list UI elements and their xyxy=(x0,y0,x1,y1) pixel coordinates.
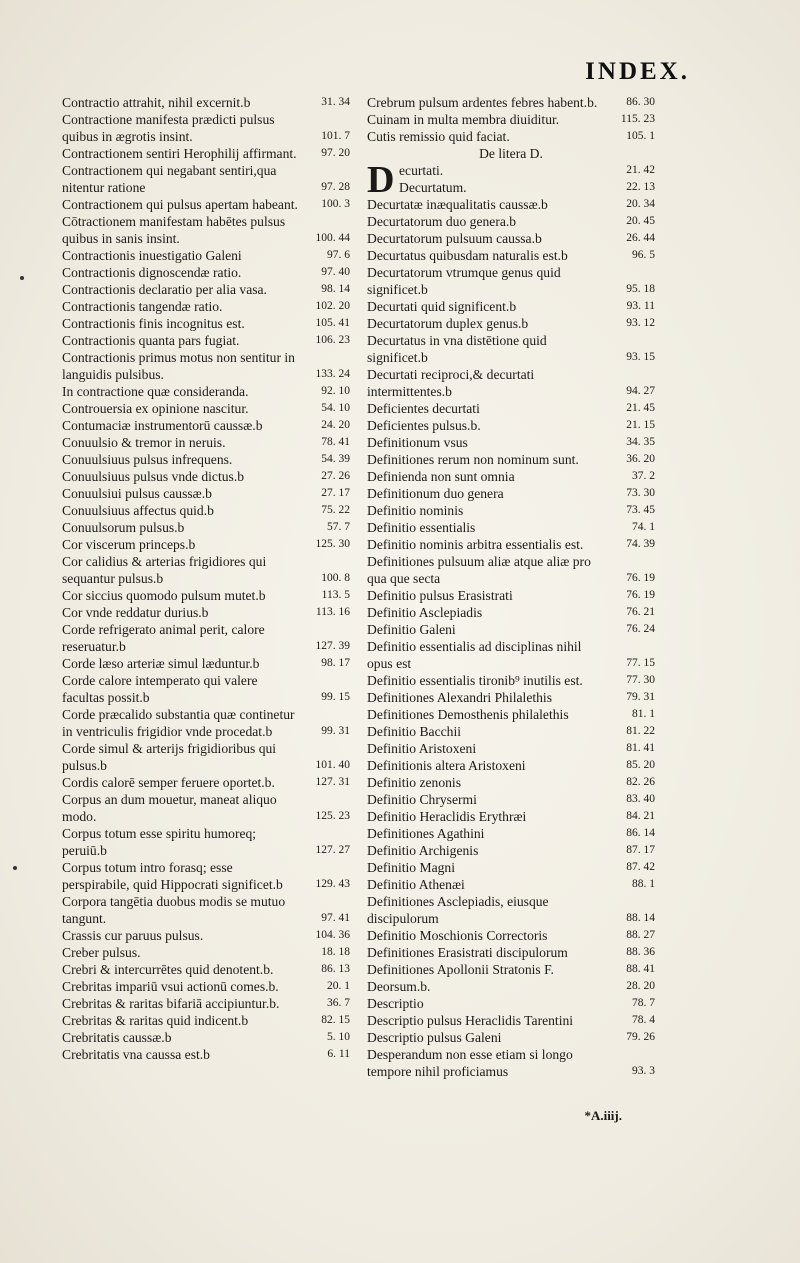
index-entry-text: Definitiones Erasistrati discipulorum xyxy=(367,945,568,960)
index-entry xyxy=(62,1046,350,1063)
drop-capital: D xyxy=(367,159,395,201)
index-entry-reference: 76. 21 xyxy=(626,606,655,618)
index-entry xyxy=(62,825,350,859)
index-entry-reference: 31. 34 xyxy=(321,96,350,108)
index-entry xyxy=(62,332,350,349)
index-entry-text: Crebritas & raritas quid indicent.b xyxy=(62,1013,249,1028)
index-entry xyxy=(62,791,350,825)
index-entry-reference: 93. 3 xyxy=(632,1065,655,1077)
index-entry xyxy=(62,1012,350,1029)
index-entry-reference: 97. 6 xyxy=(327,249,350,261)
index-entry-reference: 74. 1 xyxy=(632,521,655,533)
index-entry-reference: 79. 26 xyxy=(626,1031,655,1043)
index-entry xyxy=(367,519,655,536)
index-entry-reference: 102. 20 xyxy=(315,300,350,312)
index-entry xyxy=(367,944,655,961)
index-entry-text: Descriptio xyxy=(367,996,424,1011)
index-entry xyxy=(367,247,655,264)
index-entry-reference: 100. 8 xyxy=(321,572,350,584)
index-entry-text: Definitio nominis arbitra essentialis est. xyxy=(367,537,584,552)
index-entry-text: Decurtatus in vna distētione quid significet.b xyxy=(367,333,547,365)
index-entry-text: Definitio Chrysermi xyxy=(367,792,477,807)
index-entry-text: Definitio essentialis ad disciplinas nihil opus est xyxy=(367,639,582,671)
index-entry-reference: 98. 14 xyxy=(321,283,350,295)
index-entry-text: Definitio Heraclidis Erythræi xyxy=(367,809,527,824)
index-entry-reference: 97. 41 xyxy=(321,912,350,924)
index-entry-text: Decurtatum. xyxy=(399,180,467,195)
index-entry-reference: 5. 10 xyxy=(327,1031,350,1043)
index-entry-reference: 36. 20 xyxy=(626,453,655,465)
index-entry xyxy=(367,196,655,213)
index-entry-text: Corde læso arteriæ simul læduntur.b xyxy=(62,656,260,671)
margin-speck xyxy=(20,276,24,280)
index-entry-text: Definitiones pulsuum aliæ atque aliæ pro qua que secta xyxy=(367,554,591,586)
index-entry xyxy=(367,706,655,723)
index-entry-reference: 95. 18 xyxy=(626,283,655,295)
index-entry-reference: 133. 24 xyxy=(315,368,350,380)
index-entry-reference: 82. 15 xyxy=(321,1014,350,1026)
index-entry-text: Conuulsiui pulsus caussæ.b xyxy=(62,486,212,501)
index-entry-reference: 27. 26 xyxy=(321,470,350,482)
index-entry xyxy=(367,587,655,604)
index-entry xyxy=(367,842,655,859)
index-entry-reference: 76. 24 xyxy=(626,623,655,635)
index-entry-text: Conuulsorum pulsus.b xyxy=(62,520,185,535)
index-entry xyxy=(62,672,350,706)
index-entry xyxy=(62,706,350,740)
index-entry xyxy=(62,213,350,247)
index-entry xyxy=(367,825,655,842)
index-entry xyxy=(62,536,350,553)
index-entry-text: Definitionum duo genera xyxy=(367,486,504,501)
index-entry-text: Crebritatis vna caussa est.b xyxy=(62,1047,210,1062)
index-entry xyxy=(367,400,655,417)
index-entry-text: Contractionis dignoscendæ ratio. xyxy=(62,265,242,280)
section-heading-d: De litera D. xyxy=(479,146,543,161)
index-entry-text: Definitiones rerum non nominum sunt. xyxy=(367,452,579,467)
index-entry-reference: 127. 31 xyxy=(315,776,350,788)
index-entry xyxy=(367,434,655,451)
index-entry xyxy=(367,417,655,434)
index-entry xyxy=(62,162,350,196)
index-entry xyxy=(367,757,655,774)
index-entry-reference: 78. 4 xyxy=(632,1014,655,1026)
index-entry-text: Definitio zenonis xyxy=(367,775,462,790)
index-entry-reference: 96. 5 xyxy=(632,249,655,261)
index-entry xyxy=(62,604,350,621)
index-entry xyxy=(367,638,655,672)
index-entry-reference: 81. 22 xyxy=(626,725,655,737)
index-group-d xyxy=(367,196,655,1080)
index-entry-reference: 21. 42 xyxy=(626,164,655,176)
index-entry xyxy=(62,774,350,791)
index-entry xyxy=(367,1012,655,1029)
index-entry xyxy=(367,774,655,791)
index-entry xyxy=(62,1029,350,1046)
index-entry-text: Decurtatæ inæqualitatis caussæ.b xyxy=(367,197,548,212)
index-entry-text: Crassis cur paruus pulsus. xyxy=(62,928,204,943)
index-entry-reference: 93. 15 xyxy=(626,351,655,363)
index-entry-text: Definitiones Asclepiadis, eiusque discipulorum xyxy=(367,894,549,926)
index-entry-reference: 87. 42 xyxy=(626,861,655,873)
index-entry-text: Corde refrigerato animal perit, calore reseruatur.b xyxy=(62,622,265,654)
index-entry xyxy=(367,893,655,927)
index-entry-reference: 84. 21 xyxy=(626,810,655,822)
index-entry xyxy=(62,927,350,944)
index-entry xyxy=(367,298,655,315)
index-entry xyxy=(62,349,350,383)
index-entry-reference: 54. 39 xyxy=(321,453,350,465)
index-entry xyxy=(62,451,350,468)
index-entry-reference: 81. 1 xyxy=(632,708,655,720)
index-entry-text: Decurtati quid significent.b xyxy=(367,299,517,314)
index-entry-reference: 76. 19 xyxy=(626,589,655,601)
index-entry-reference: 105. 1 xyxy=(626,130,655,142)
index-entry-text: Definitio nominis xyxy=(367,503,464,518)
index-entry-text: Contractionis quanta pars fugiat. xyxy=(62,333,240,348)
index-entry xyxy=(367,128,655,145)
index-entry-text: Corpora tangētia duobus modis se mutuo tangunt. xyxy=(62,894,286,926)
index-entry-reference: 106. 23 xyxy=(315,334,350,346)
index-entry-reference: 88. 14 xyxy=(626,912,655,924)
index-entry xyxy=(367,859,655,876)
index-entry-text: Definitio Galeni xyxy=(367,622,456,637)
index-entry-reference: 37. 2 xyxy=(632,470,655,482)
index-entry-reference: 28. 20 xyxy=(626,980,655,992)
index-entry-reference: 24. 20 xyxy=(321,419,350,431)
index-entry-text: Definitionis altera Aristoxeni xyxy=(367,758,526,773)
index-entry-text: Conuulsiuus pulsus vnde dictus.b xyxy=(62,469,245,484)
index-entry-text: Definitio Magni xyxy=(367,860,455,875)
index-entry xyxy=(62,247,350,264)
index-entry xyxy=(367,179,655,196)
index-entry xyxy=(367,264,655,298)
index-entry-text: Conuulsiuus affectus quid.b xyxy=(62,503,214,518)
index-entry-reference: 100. 44 xyxy=(315,232,350,244)
index-entry-text: Cor viscerum princeps.b xyxy=(62,537,196,552)
index-entry-text: Decurtatorum duplex genus.b xyxy=(367,316,529,331)
index-column-right xyxy=(367,94,655,1080)
index-entry-text: Definitio Archigenis xyxy=(367,843,479,858)
index-entry-reference: 99. 15 xyxy=(321,691,350,703)
index-entry xyxy=(367,961,655,978)
index-entry xyxy=(62,859,350,893)
index-entry xyxy=(367,995,655,1012)
index-entry-text: Corde simul & arterijs frigidioribus qui pulsus.b xyxy=(62,741,277,773)
index-entry xyxy=(62,400,350,417)
section-d-opening xyxy=(367,159,655,201)
index-entry-text: Corde calore intemperato qui valere facultas possit.b xyxy=(62,673,258,705)
index-entry-text: Deficientes decurtati xyxy=(367,401,480,416)
index-entry-text: Descriptio pulsus Galeni xyxy=(367,1030,502,1045)
index-entry-text: Definitiones Apollonii Stratonis F. xyxy=(367,962,554,977)
index-entry xyxy=(367,536,655,553)
index-entry-text: Definienda non sunt omnia xyxy=(367,469,515,484)
index-entry-reference: 6. 11 xyxy=(327,1048,350,1060)
index-entry xyxy=(367,978,655,995)
index-entry-reference: 92. 10 xyxy=(321,385,350,397)
index-entry-reference: 76. 19 xyxy=(626,572,655,584)
index-entry-reference: 20. 1 xyxy=(327,980,350,992)
index-entry-reference: 79. 31 xyxy=(626,691,655,703)
index-entry-text: Cordis calorē semper feruere oportet.b. xyxy=(62,775,275,790)
index-entry-reference: 98. 17 xyxy=(321,657,350,669)
index-entry xyxy=(367,111,655,128)
index-entry-text: Contractionem qui pulsus apertam habeant. xyxy=(62,197,298,212)
index-entry-reference: 125. 23 xyxy=(315,810,350,822)
index-entry-text: Corpus totum esse spiritu humoreq; peruiū.b xyxy=(62,826,257,858)
index-entry-reference: 22. 13 xyxy=(626,181,655,193)
index-entry-reference: 21. 15 xyxy=(626,419,655,431)
index-entry xyxy=(62,111,350,145)
index-entry-text: Deficientes pulsus.b. xyxy=(367,418,481,433)
index-entry-reference: 115. 23 xyxy=(620,113,655,125)
index-entry xyxy=(367,689,655,706)
index-entry-text: Definitio pulsus Erasistrati xyxy=(367,588,513,603)
index-entry-text: Definitiones Demosthenis philalethis xyxy=(367,707,569,722)
index-entry-reference: 18. 18 xyxy=(321,946,350,958)
index-entry-reference: 74. 39 xyxy=(626,538,655,550)
index-entry-text: Contractionis inuestigatio Galeni xyxy=(62,248,242,263)
index-entry-text: Definitio Asclepiadis xyxy=(367,605,483,620)
index-entry xyxy=(367,213,655,230)
index-entry-reference: 129. 43 xyxy=(315,878,350,890)
index-entry xyxy=(62,519,350,536)
index-entry xyxy=(62,740,350,774)
index-entry xyxy=(62,145,350,162)
index-entry-reference: 78. 41 xyxy=(321,436,350,448)
index-entry-reference: 127. 27 xyxy=(315,844,350,856)
index-entry-reference: 77. 15 xyxy=(626,657,655,669)
index-entry-text: Definitionum vsus xyxy=(367,435,468,450)
index-entry-text: Corde præcalido substantia quæ continetur in ventriculis frigidior vnde procedat.b xyxy=(62,707,295,739)
index-entry-text: Definitio Moschionis Correctoris xyxy=(367,928,548,943)
page-heading: INDEX. xyxy=(585,58,690,85)
index-entry-reference: 93. 11 xyxy=(626,300,655,312)
index-entry xyxy=(62,655,350,672)
index-entry xyxy=(367,366,655,400)
index-entry-reference: 86. 30 xyxy=(626,96,655,108)
index-entry-text: Contractionis tangendæ ratio. xyxy=(62,299,223,314)
index-entry-reference: 82. 26 xyxy=(626,776,655,788)
index-entry-text: Crebritas & raritas bifariā accipiuntur.b. xyxy=(62,996,280,1011)
index-entry-text: Crebritas impariū vsui actionū comes.b. xyxy=(62,979,279,994)
index-entry-reference: 20. 34 xyxy=(626,198,655,210)
index-entry-reference: 97. 40 xyxy=(321,266,350,278)
index-entry-reference: 100. 3 xyxy=(321,198,350,210)
index-entry xyxy=(367,502,655,519)
index-entry-text: Cuinam in multa membra diuiditur. xyxy=(367,112,560,127)
index-entry-text: Decurtati reciproci,& decurtati intermittentes.b xyxy=(367,367,535,399)
index-entry xyxy=(367,553,655,587)
index-entry-text: Desperandum non esse etiam si longo tempore nihil proficiamus xyxy=(367,1047,573,1079)
index-entry-text: Definitiones Alexandri Philalethis xyxy=(367,690,552,705)
index-entry-reference: 87. 17 xyxy=(626,844,655,856)
index-entry xyxy=(62,621,350,655)
index-entry-reference: 86. 13 xyxy=(321,963,350,975)
index-entry xyxy=(62,468,350,485)
index-entry-text: Definitio Aristoxeni xyxy=(367,741,477,756)
index-entry-text: Contractionis declaratio per alia vasa. xyxy=(62,282,267,297)
index-entry-text: Crebrum pulsum ardentes febres habent.b. xyxy=(367,95,598,110)
index-entry-reference: 20. 45 xyxy=(626,215,655,227)
index-entry-text: Corpus an dum mouetur, maneat aliquo modo. xyxy=(62,792,277,824)
index-entry-reference: 97. 20 xyxy=(321,147,350,159)
index-entry-reference: 127. 39 xyxy=(315,640,350,652)
index-entry xyxy=(367,468,655,485)
index-entry-text: Contractionis primus motus non sentitur in languidis pulsibus. xyxy=(62,350,295,382)
index-entry-text: Cor vnde reddatur durius.b xyxy=(62,605,209,620)
index-entry-text: Deorsum.b. xyxy=(367,979,431,994)
index-entry xyxy=(62,298,350,315)
index-entry xyxy=(62,315,350,332)
index-entry-reference: 81. 41 xyxy=(626,742,655,754)
index-entry-text: Definitio essentialis xyxy=(367,520,476,535)
index-entry xyxy=(367,791,655,808)
index-entry-text: Definitio essentialis tironib⁹ inutilis est. xyxy=(367,673,583,688)
index-entry-reference: 93. 12 xyxy=(626,317,655,329)
index-entry xyxy=(367,230,655,247)
index-entry xyxy=(367,1029,655,1046)
index-entry-reference: 101. 40 xyxy=(315,759,350,771)
index-entry xyxy=(62,944,350,961)
index-entry-reference: 113. 5 xyxy=(321,589,350,601)
index-entry xyxy=(367,332,655,366)
index-entry-text: Decurtatorum vtrumque genus quid significet.b xyxy=(367,265,561,297)
index-entry-text: Conuulsio & tremor in neruis. xyxy=(62,435,226,450)
index-entry-text: Cutis remissio quid faciat. xyxy=(367,129,510,144)
index-group-c-continued xyxy=(367,94,655,145)
index-entry-text: ecurtati. xyxy=(399,163,444,178)
index-entry xyxy=(367,94,655,111)
index-entry-text: Cōtractionem manifestam habētes pulsus quibus in sanis insint. xyxy=(62,214,286,246)
index-entry xyxy=(367,451,655,468)
index-entry-text: Decurtatorum duo genera.b xyxy=(367,214,517,229)
index-entry xyxy=(62,417,350,434)
dropcap-entries xyxy=(367,159,655,201)
index-entry-reference: 125. 30 xyxy=(315,538,350,550)
index-entry-text: Contractionem sentiri Herophilij affirmant. xyxy=(62,146,297,161)
index-entry-reference: 54. 10 xyxy=(321,402,350,414)
index-entry xyxy=(367,485,655,502)
index-entry-text: Conuulsiuus pulsus infrequens. xyxy=(62,452,233,467)
index-entry xyxy=(62,893,350,927)
index-entry xyxy=(62,553,350,587)
index-entry xyxy=(62,587,350,604)
index-entry-reference: 36. 7 xyxy=(327,997,350,1009)
index-entry-reference: 21. 45 xyxy=(626,402,655,414)
index-entry-text: Contractione manifesta prædicti pulsus quibus in ægrotis insint. xyxy=(62,112,275,144)
index-entry-text: Creber pulsus. xyxy=(62,945,141,960)
index-entry-reference: 86. 14 xyxy=(626,827,655,839)
index-entry-reference: 77. 30 xyxy=(626,674,655,686)
index-entry xyxy=(367,621,655,638)
index-entry-reference: 99. 31 xyxy=(321,725,350,737)
index-entry-reference: 88. 41 xyxy=(626,963,655,975)
index-entry-reference: 94. 27 xyxy=(626,385,655,397)
index-entry-reference: 113. 16 xyxy=(315,606,350,618)
index-entry-reference: 97. 28 xyxy=(321,181,350,193)
index-entry-reference: 101. 7 xyxy=(321,130,350,142)
index-entry-reference: 27. 17 xyxy=(321,487,350,499)
index-entry-reference: 34. 35 xyxy=(626,436,655,448)
signature-mark: *A.iiij. xyxy=(584,1108,622,1123)
index-entry-text: Contractionem qui negabant sentiri,qua nitentur ratione xyxy=(62,163,277,195)
index-entry-reference: 73. 45 xyxy=(626,504,655,516)
index-entry-text: Cor siccius quomodo pulsum mutet.b xyxy=(62,588,266,603)
index-entry-reference: 26. 44 xyxy=(626,232,655,244)
index-entry xyxy=(367,1046,655,1080)
index-entry-text: Definitiones Agathini xyxy=(367,826,485,841)
index-entry-text: Decurtatorum pulsuum caussa.b xyxy=(367,231,542,246)
index-entry xyxy=(367,808,655,825)
index-entry-reference: 78. 7 xyxy=(632,997,655,1009)
index-entry-reference: 75. 22 xyxy=(321,504,350,516)
index-entry xyxy=(367,604,655,621)
index-entry xyxy=(367,927,655,944)
index-entry-text: Contumaciæ instrumentorū caussæ.b xyxy=(62,418,263,433)
index-entry xyxy=(367,876,655,893)
index-entry-reference: 73. 30 xyxy=(626,487,655,499)
index-entry-reference: 85. 20 xyxy=(626,759,655,771)
index-entry xyxy=(62,264,350,281)
index-entry-reference: 57. 7 xyxy=(327,521,350,533)
index-entry xyxy=(62,485,350,502)
index-entry xyxy=(367,315,655,332)
index-entry-text: Contractio attrahit, nihil excernit.b xyxy=(62,95,251,110)
index-entry-text: Definitio Athenæi xyxy=(367,877,465,892)
index-entry-text: In contractione quæ consideranda. xyxy=(62,384,249,399)
index-entry-reference: 83. 40 xyxy=(626,793,655,805)
index-entry-reference: 88. 1 xyxy=(632,878,655,890)
index-entry-text: Crebri & intercurrētes quid denotent.b. xyxy=(62,962,274,977)
index-entry xyxy=(62,978,350,995)
index-entry-reference: 105. 41 xyxy=(315,317,350,329)
index-entry-text: Cor calidius & arterias frigidiores qui sequantur pulsus.b xyxy=(62,554,267,586)
index-column-left xyxy=(62,94,350,1063)
index-entry-reference: 104. 36 xyxy=(315,929,350,941)
index-entry-text: Decurtatus quibusdam naturalis est.b xyxy=(367,248,568,263)
margin-speck xyxy=(13,866,17,870)
index-entry xyxy=(62,383,350,400)
index-entry xyxy=(62,434,350,451)
index-entry xyxy=(367,672,655,689)
index-entry xyxy=(367,723,655,740)
index-entry-text: Crebritatis caussæ.b xyxy=(62,1030,172,1045)
index-entry xyxy=(62,94,350,111)
index-entry-text: Descriptio pulsus Heraclidis Tarentini xyxy=(367,1013,574,1028)
index-entry-reference: 88. 27 xyxy=(626,929,655,941)
index-entry-text: Contractionis finis incognitus est. xyxy=(62,316,245,331)
index-entry xyxy=(367,162,655,179)
index-entry xyxy=(62,995,350,1012)
index-entry-text: Definitio Bacchii xyxy=(367,724,461,739)
index-entry xyxy=(62,961,350,978)
index-entry xyxy=(62,281,350,298)
index-entry-text: Controuersia ex opinione nascitur. xyxy=(62,401,249,416)
index-entry-text: Corpus totum intro forasq; esse perspirabile, quid Hippocrati significet.b xyxy=(62,860,283,892)
index-entry xyxy=(367,740,655,757)
index-entry-reference: 88. 36 xyxy=(626,946,655,958)
index-entry xyxy=(62,196,350,213)
index-entry xyxy=(62,502,350,519)
